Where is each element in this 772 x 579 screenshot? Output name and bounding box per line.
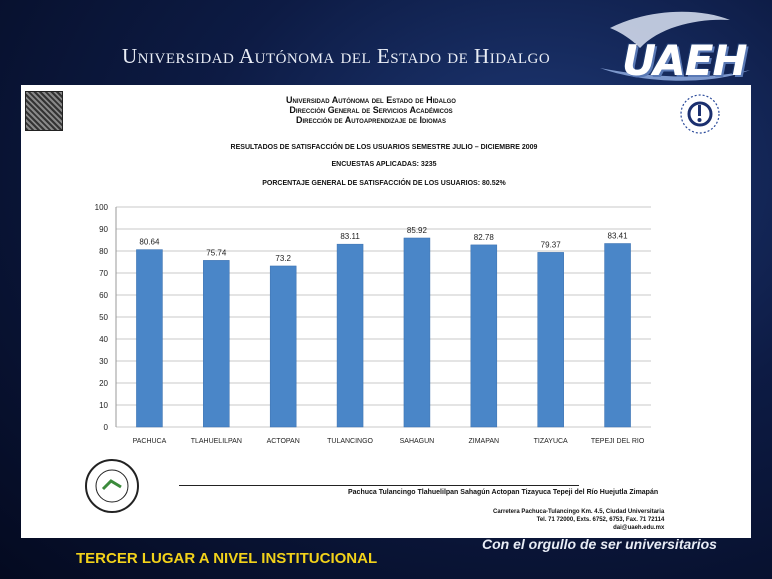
footer-campuses: Pachuca Tulancingo Tlahuelilpan Sahagún Actopan Tizayuca Tepeji del Río Huejutla Zimapán [348,489,659,496]
data-label: 79.37 [540,240,561,250]
motto-caption: Con el orgullo de ser universitarios [482,536,717,552]
satisfaction-bar-chart [21,195,751,455]
y-tick-label: 40 [99,335,108,344]
data-label: 83.11 [340,232,360,242]
x-tick-label: TIZAYUCA [533,438,568,445]
header-line-2: Dirección General de Servicios Académicos [289,105,453,115]
bar [404,238,430,427]
x-tick-label: TEPEJI DEL RIO [590,438,645,445]
y-tick-label: 90 [99,225,108,234]
y-tick-label: 70 [99,269,108,278]
logo-text: UAEH [622,36,747,85]
bar [605,243,631,427]
data-label: 85.92 [406,225,427,235]
uaeh-logo [580,8,760,90]
footer-address-line: dai@uaeh.edu.mx [613,525,665,531]
y-tick-label: 80 [99,247,108,256]
surveys-count: ENCUESTAS APLICADAS: 3235 [331,161,437,168]
y-tick-label: 0 [103,423,108,432]
header-line-3: Dirección de Autoaprendizaje de Idiomas [295,115,447,125]
overall-satisfaction: PORCENTAJE GENERAL DE SATISFACCIÓN DE LOS USUARIOS: 80.52% [262,180,506,187]
y-tick-label: 20 [99,379,108,388]
y-tick-label: 100 [94,203,108,212]
y-tick-label: 60 [99,291,108,300]
data-label: 75.74 [206,248,227,258]
x-tick-label: TLAHUELILPAN [190,438,242,445]
chart-subtitle: RESULTADOS DE SATISFACCIÓN DE LOS USUARIOS SEMESTRE JULIO – DICIEMBRE 2009 [230,144,538,151]
bar [270,266,296,427]
idiomas-logo-icon [677,91,723,137]
bar [471,245,497,427]
header-line-1: Universidad Autónoma del Estado de Hidalgo [286,95,456,105]
bar [136,250,162,427]
y-tick-label: 10 [99,401,108,410]
bar [203,260,229,427]
x-tick-label: SAHAGUN [399,438,435,445]
data-label: 73.2 [275,253,291,263]
bar [538,252,564,427]
bar [337,244,363,427]
slide-panel [21,85,751,538]
y-tick-label: 50 [99,313,108,322]
banner-title: Universidad Autónoma del Estado de Hidalgo [122,44,551,68]
university-seal-icon [25,91,63,131]
data-label: 82.78 [473,232,494,242]
ranking-caption: TERCER LUGAR A NIVEL INSTITUCIONAL [76,550,378,567]
footer-divider [179,485,579,486]
x-tick-label: TULANCINGO [327,438,374,445]
footer-address [493,508,664,532]
x-tick-label: PACHUCA [132,438,167,445]
y-tick-label: 30 [99,357,108,366]
data-label: 80.64 [139,237,160,247]
footer-address-line: Tel. 71 72000, Exts. 6752, 6753, Fax. 71 72114 [536,517,665,523]
x-tick-label: ZIMAPAN [468,438,500,445]
iso-certification-icon [83,457,141,515]
footer-address-line: Carretera Pachuca-Tulancingo Km. 4.5, Ciudad Universitaria [493,509,665,515]
data-label: 83.41 [607,231,628,241]
x-tick-label: ACTOPAN [266,438,300,445]
